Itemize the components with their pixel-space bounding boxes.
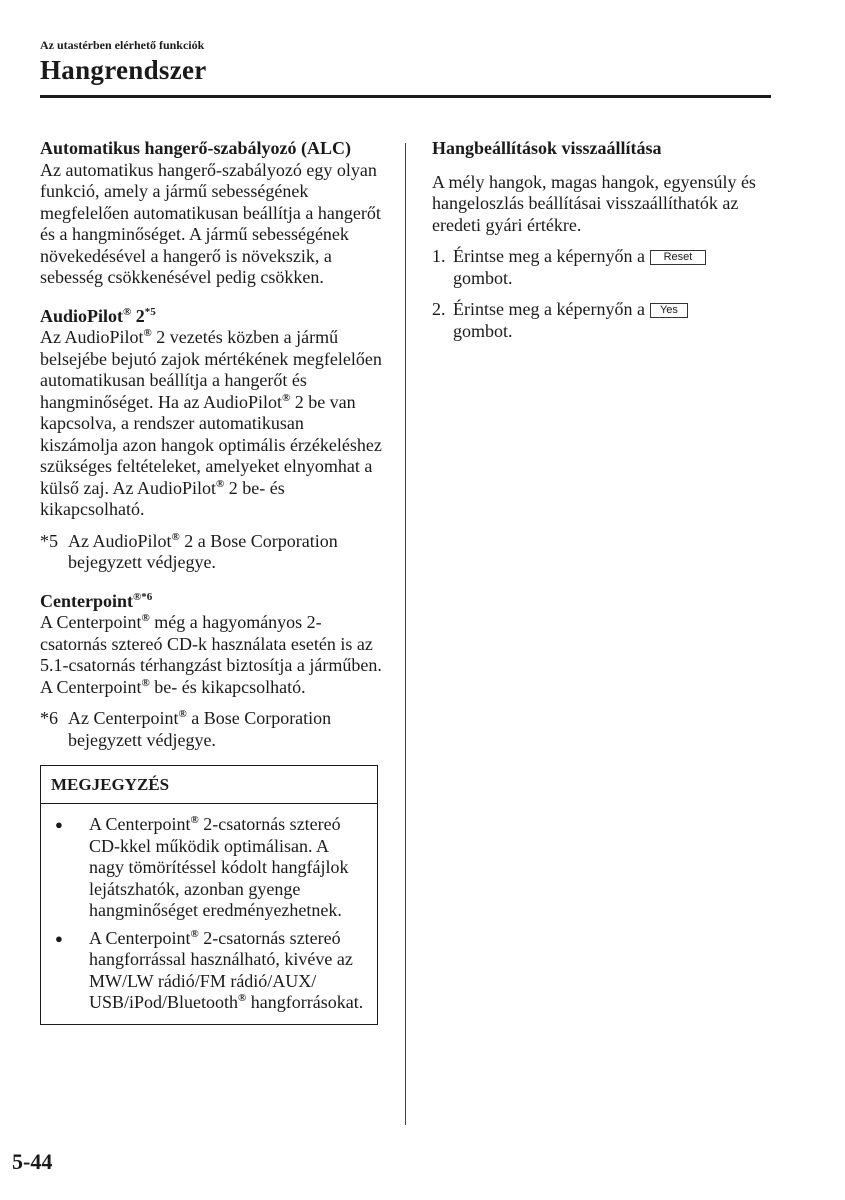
centerpoint-footnote: *6 Az Centerpoint® a Bose Corporation bejegyzett védjegye. — [40, 708, 332, 750]
audiopilot-body: Az AudioPilot® 2 vezetés közben a jármű belsejébe bejutó zajok mértékének megfelelően automatikusan beállítja a hangerőt és hangminőséget. Ha az AudioPilot® 2 be van kapcsolva, a rendszer automatikusan kiszámolja azon hangok optimális érzékeléshez szükséges feltételeket, amelyeket elnyomhat a külső zaj. Az AudioPilot® 2 be- és kikapcsolható. — [40, 327, 382, 519]
note-box — [40, 765, 378, 1025]
audiopilot-section — [40, 306, 385, 574]
section-label: Az utastérben elérhető funkciók — [40, 38, 205, 52]
step-item: 2. Érintse meg a képernyőn a Yes gombot. — [432, 299, 772, 342]
alc-section — [40, 138, 385, 289]
step-item: 1. Érintse meg a képernyőn a Reset gombot. — [432, 246, 772, 289]
bullet-icon: ● — [55, 817, 63, 832]
audiopilot-footnote: *5 Az AudioPilot® 2 a Bose Corporation bejegyzett védjegye. — [40, 530, 338, 572]
note-bullet: ● A Centerpoint® 2-csatornás sztereó CD-kkel működik optimálisan. A nagy tömörítéssel kódolt hangfájlok lejátszhatók, azonban gyenge hangminőséget eredményezhetnek. — [51, 814, 365, 922]
alc-body: Az automatikus hangerő-szabályozó egy olyan funkció, amely a jármű sebességének megfelelően automatikusan beállítja a hangerőt és a hangminőséget. A jármű sebességének növekedésével a hangerő is növekszik, a sebesség csökkenésével pedig csökken. — [40, 159, 381, 287]
left-column — [40, 138, 385, 1025]
audiopilot-heading: AudioPilot® 2$^{*5}$ — [40, 305, 156, 326]
alc-heading: Automatikus hangerő-szabályozó (ALC) — [40, 138, 352, 158]
page-title: Hangrendszer — [40, 55, 207, 85]
reset-intro: A mély hangok, magas hangok, egyensúly és hangeloszlás beállításai visszaállíthatók az eredeti gyári értékre. — [432, 171, 756, 235]
column-divider — [405, 143, 406, 1125]
note-body — [41, 804, 377, 1024]
centerpoint-body: A Centerpoint® még a hagyományos 2-csatornás sztereó CD-k használata esetén is az 5.1-csatornás térhangzást biztosítja a járműben. A Centerpoint® be- és kikapcsolható. — [40, 612, 382, 697]
page-number: 5-44 — [12, 1149, 53, 1174]
centerpoint-heading: Centerpoint$^{®*6}$ — [40, 590, 153, 611]
reset-heading: Hangbeállítások visszaállítása — [432, 138, 662, 158]
title-rule — [40, 95, 771, 98]
reset-button[interactable]: Reset — [650, 250, 706, 265]
note-bullet: ● A Centerpoint® 2-csatornás sztereó hangforrással használható, kivéve az MW/LW rádió/FM rádió/AUX/ USB/iPod/Bluetooth® hangforrásokat. — [51, 928, 365, 1014]
yes-button[interactable]: Yes — [650, 303, 688, 318]
note-heading: MEGJEGYZÉS — [41, 766, 377, 804]
bullet-icon: ● — [55, 930, 63, 946]
right-column — [432, 138, 772, 342]
centerpoint-section — [40, 591, 385, 752]
